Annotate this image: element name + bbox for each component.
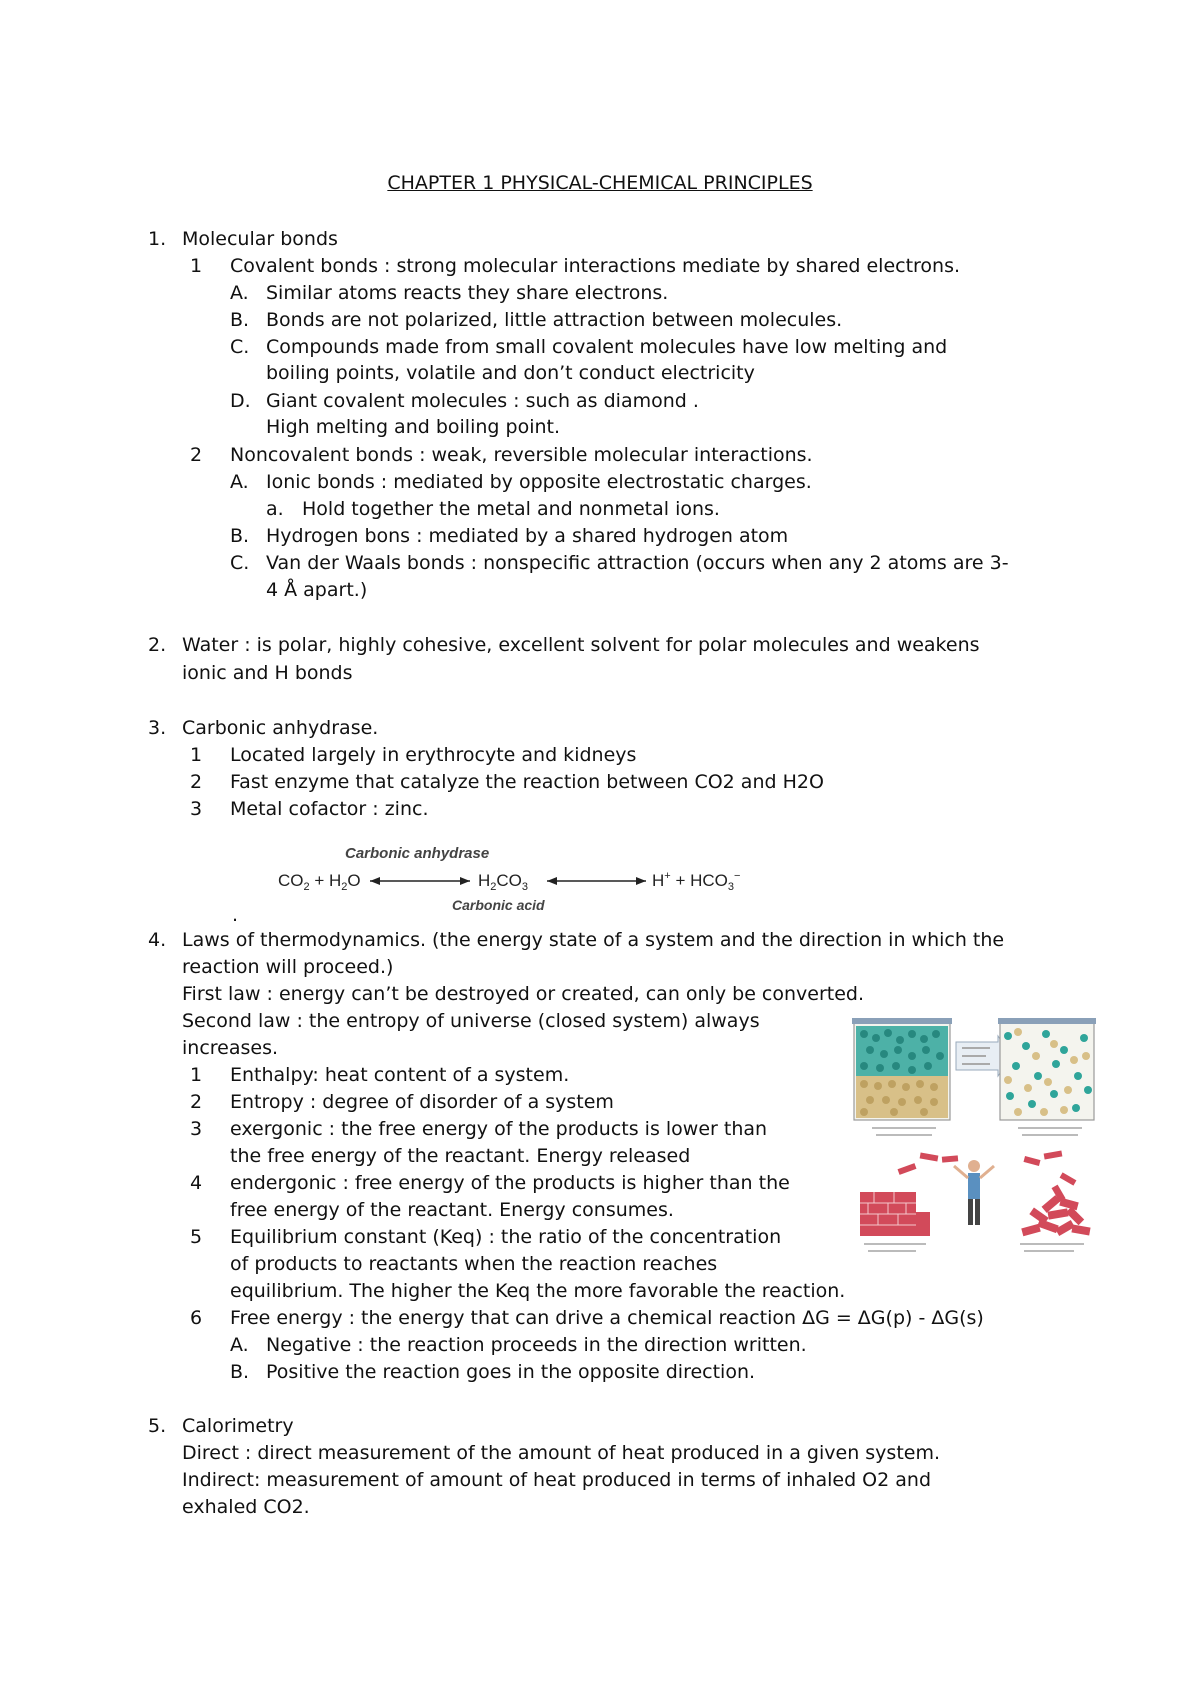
list-item: Giant covalent molecules : such as diamond . [266, 390, 699, 412]
section-number: 5. [148, 1415, 167, 1437]
equilibrium-arrow [547, 877, 646, 885]
list-number: 5 [190, 1226, 203, 1248]
list-item-continuation: the free energy of the reactant. Energy released [230, 1145, 691, 1167]
section-heading: Calorimetry [182, 1415, 294, 1437]
enzyme-label: Carbonic anhydrase [345, 845, 490, 862]
products-formula: $H^+ + HCO_3^-$ [652, 870, 741, 893]
list-number: 2 [190, 1091, 203, 1113]
list-letter: a. [266, 498, 284, 520]
section-number: 2. [148, 634, 167, 656]
list-item-continuation: 4 Å apart.) [266, 579, 368, 601]
list-letter: A. [230, 282, 249, 304]
section-text: Laws of thermodynamics. (the energy state of a system and the direction in which the [182, 929, 1005, 951]
ordered-beaker [852, 1018, 952, 1120]
list-item: Located largely in erythrocyte and kidneys [230, 744, 637, 766]
list-number: 1 [190, 255, 203, 277]
list-item: Equilibrium constant (Keq) : the ratio of the concentration [230, 1226, 782, 1248]
list-item: Hold together the metal and nonmetal ions. [302, 498, 720, 520]
equilibrium-arrow [370, 877, 470, 885]
list-item: exergonic : the free energy of the products is lower than [230, 1118, 768, 1140]
list-number: 2 [190, 771, 203, 793]
person-icon [954, 1160, 994, 1225]
list-item: Positive the reaction goes in the opposite direction. [266, 1361, 756, 1383]
list-item-continuation: of products to reactants when the reaction reaches [230, 1253, 718, 1275]
brick-pile-icon [1021, 1185, 1090, 1237]
list-item: Negative : the reaction proceeds in the direction written. [266, 1334, 807, 1356]
list-letter: D. [230, 390, 251, 412]
list-letter: B. [230, 525, 250, 547]
list-item-continuation: High melting and boiling point. [266, 416, 560, 438]
list-letter: A. [230, 1334, 249, 1356]
list-item: Bonds are not polarized, little attraction between molecules. [266, 309, 843, 331]
list-item: Entropy : degree of disorder of a system [230, 1091, 614, 1113]
beaker-caption-lines [872, 1128, 1082, 1135]
section-text: ionic and H bonds [182, 662, 353, 684]
section-text: Water : is polar, highly cohesive, excellent solvent for polar molecules and weakens [182, 634, 980, 656]
entropy-illustration [850, 1016, 1098, 1261]
calorimetry-indirect-continuation: exhaled CO2. [182, 1496, 310, 1518]
list-item: Metal cofactor : zinc. [230, 798, 429, 820]
list-item: Similar atoms reacts they share electrons. [266, 282, 669, 304]
list-letter: C. [230, 336, 250, 358]
section-heading: Carbonic anhydrase. [182, 717, 379, 739]
list-item: Enthalpy: heat content of a system. [230, 1064, 570, 1086]
calorimetry-direct: Direct : direct measurement of the amount of heat produced in a given system. [182, 1442, 941, 1464]
list-item-continuation: boiling points, volatile and don’t conduct electricity [266, 362, 755, 384]
section-text: reaction will proceed.) [182, 956, 394, 978]
second-law: Second law : the entropy of universe (closed system) always [182, 1010, 760, 1032]
list-item: Covalent bonds : strong molecular interactions mediate by shared electrons. [230, 255, 961, 277]
list-item: Ionic bonds : mediated by opposite electrostatic charges. [266, 471, 812, 493]
carbonic-acid-label: Carbonic acid [452, 897, 545, 913]
list-item: Free energy : the energy that can drive a chemical reaction ΔG = ΔG(p) - ΔG(s) [230, 1307, 984, 1329]
calorimetry-indirect: Indirect: measurement of amount of heat produced in terms of inhaled O2 and [182, 1469, 932, 1491]
list-letter: B. [230, 309, 250, 331]
list-item: Noncovalent bonds : weak, reversible molecular interactions. [230, 444, 813, 466]
list-number: 1 [190, 744, 203, 766]
list-letter: A. [230, 471, 249, 493]
reactants-formula: $CO_2 + H_2O$ [278, 871, 361, 893]
disordered-beaker [998, 1018, 1096, 1120]
carbonic-anhydrase-reaction-diagram [270, 840, 760, 915]
list-number: 2 [190, 444, 203, 466]
list-item: endergonic : free energy of the products is higher than the [230, 1172, 790, 1194]
list-letter: C. [230, 552, 250, 574]
list-letter: B. [230, 1361, 250, 1383]
flying-bricks [898, 1150, 1077, 1185]
list-item: Van der Waals bonds : nonspecific attraction (occurs when any 2 atoms are 3- [266, 552, 1009, 574]
list-number: 1 [190, 1064, 203, 1086]
section-number: 1. [148, 228, 167, 250]
carbonic-acid-formula: $H_2CO_3$ [478, 871, 529, 893]
section-number: 4. [148, 929, 167, 951]
brick-caption-lines [864, 1244, 1084, 1251]
second-law-continuation: increases. [182, 1037, 279, 1059]
section-heading: Molecular bonds [182, 228, 338, 250]
list-number: 3 [190, 798, 203, 820]
section-number: 3. [148, 717, 167, 739]
stray-period: . [232, 904, 239, 926]
list-item: Hydrogen bons : mediated by a shared hydrogen atom [266, 525, 789, 547]
list-number: 6 [190, 1307, 203, 1329]
list-number: 4 [190, 1172, 203, 1194]
list-item-continuation: free energy of the reactant. Energy consumes. [230, 1199, 674, 1221]
first-law: First law : energy can’t be destroyed or created, can only be converted. [182, 983, 865, 1005]
list-item: Compounds made from small covalent molecules have low melting and [266, 336, 948, 358]
page-title: CHAPTER 1 PHYSICAL-CHEMICAL PRINCIPLES [387, 172, 813, 194]
list-item: Fast enzyme that catalyze the reaction between CO2 and H2O [230, 771, 824, 793]
list-item-continuation: equilibrium. The higher the Keq the more favorable the reaction. [230, 1280, 846, 1302]
list-number: 3 [190, 1118, 203, 1140]
brick-wall-icon [860, 1192, 930, 1236]
